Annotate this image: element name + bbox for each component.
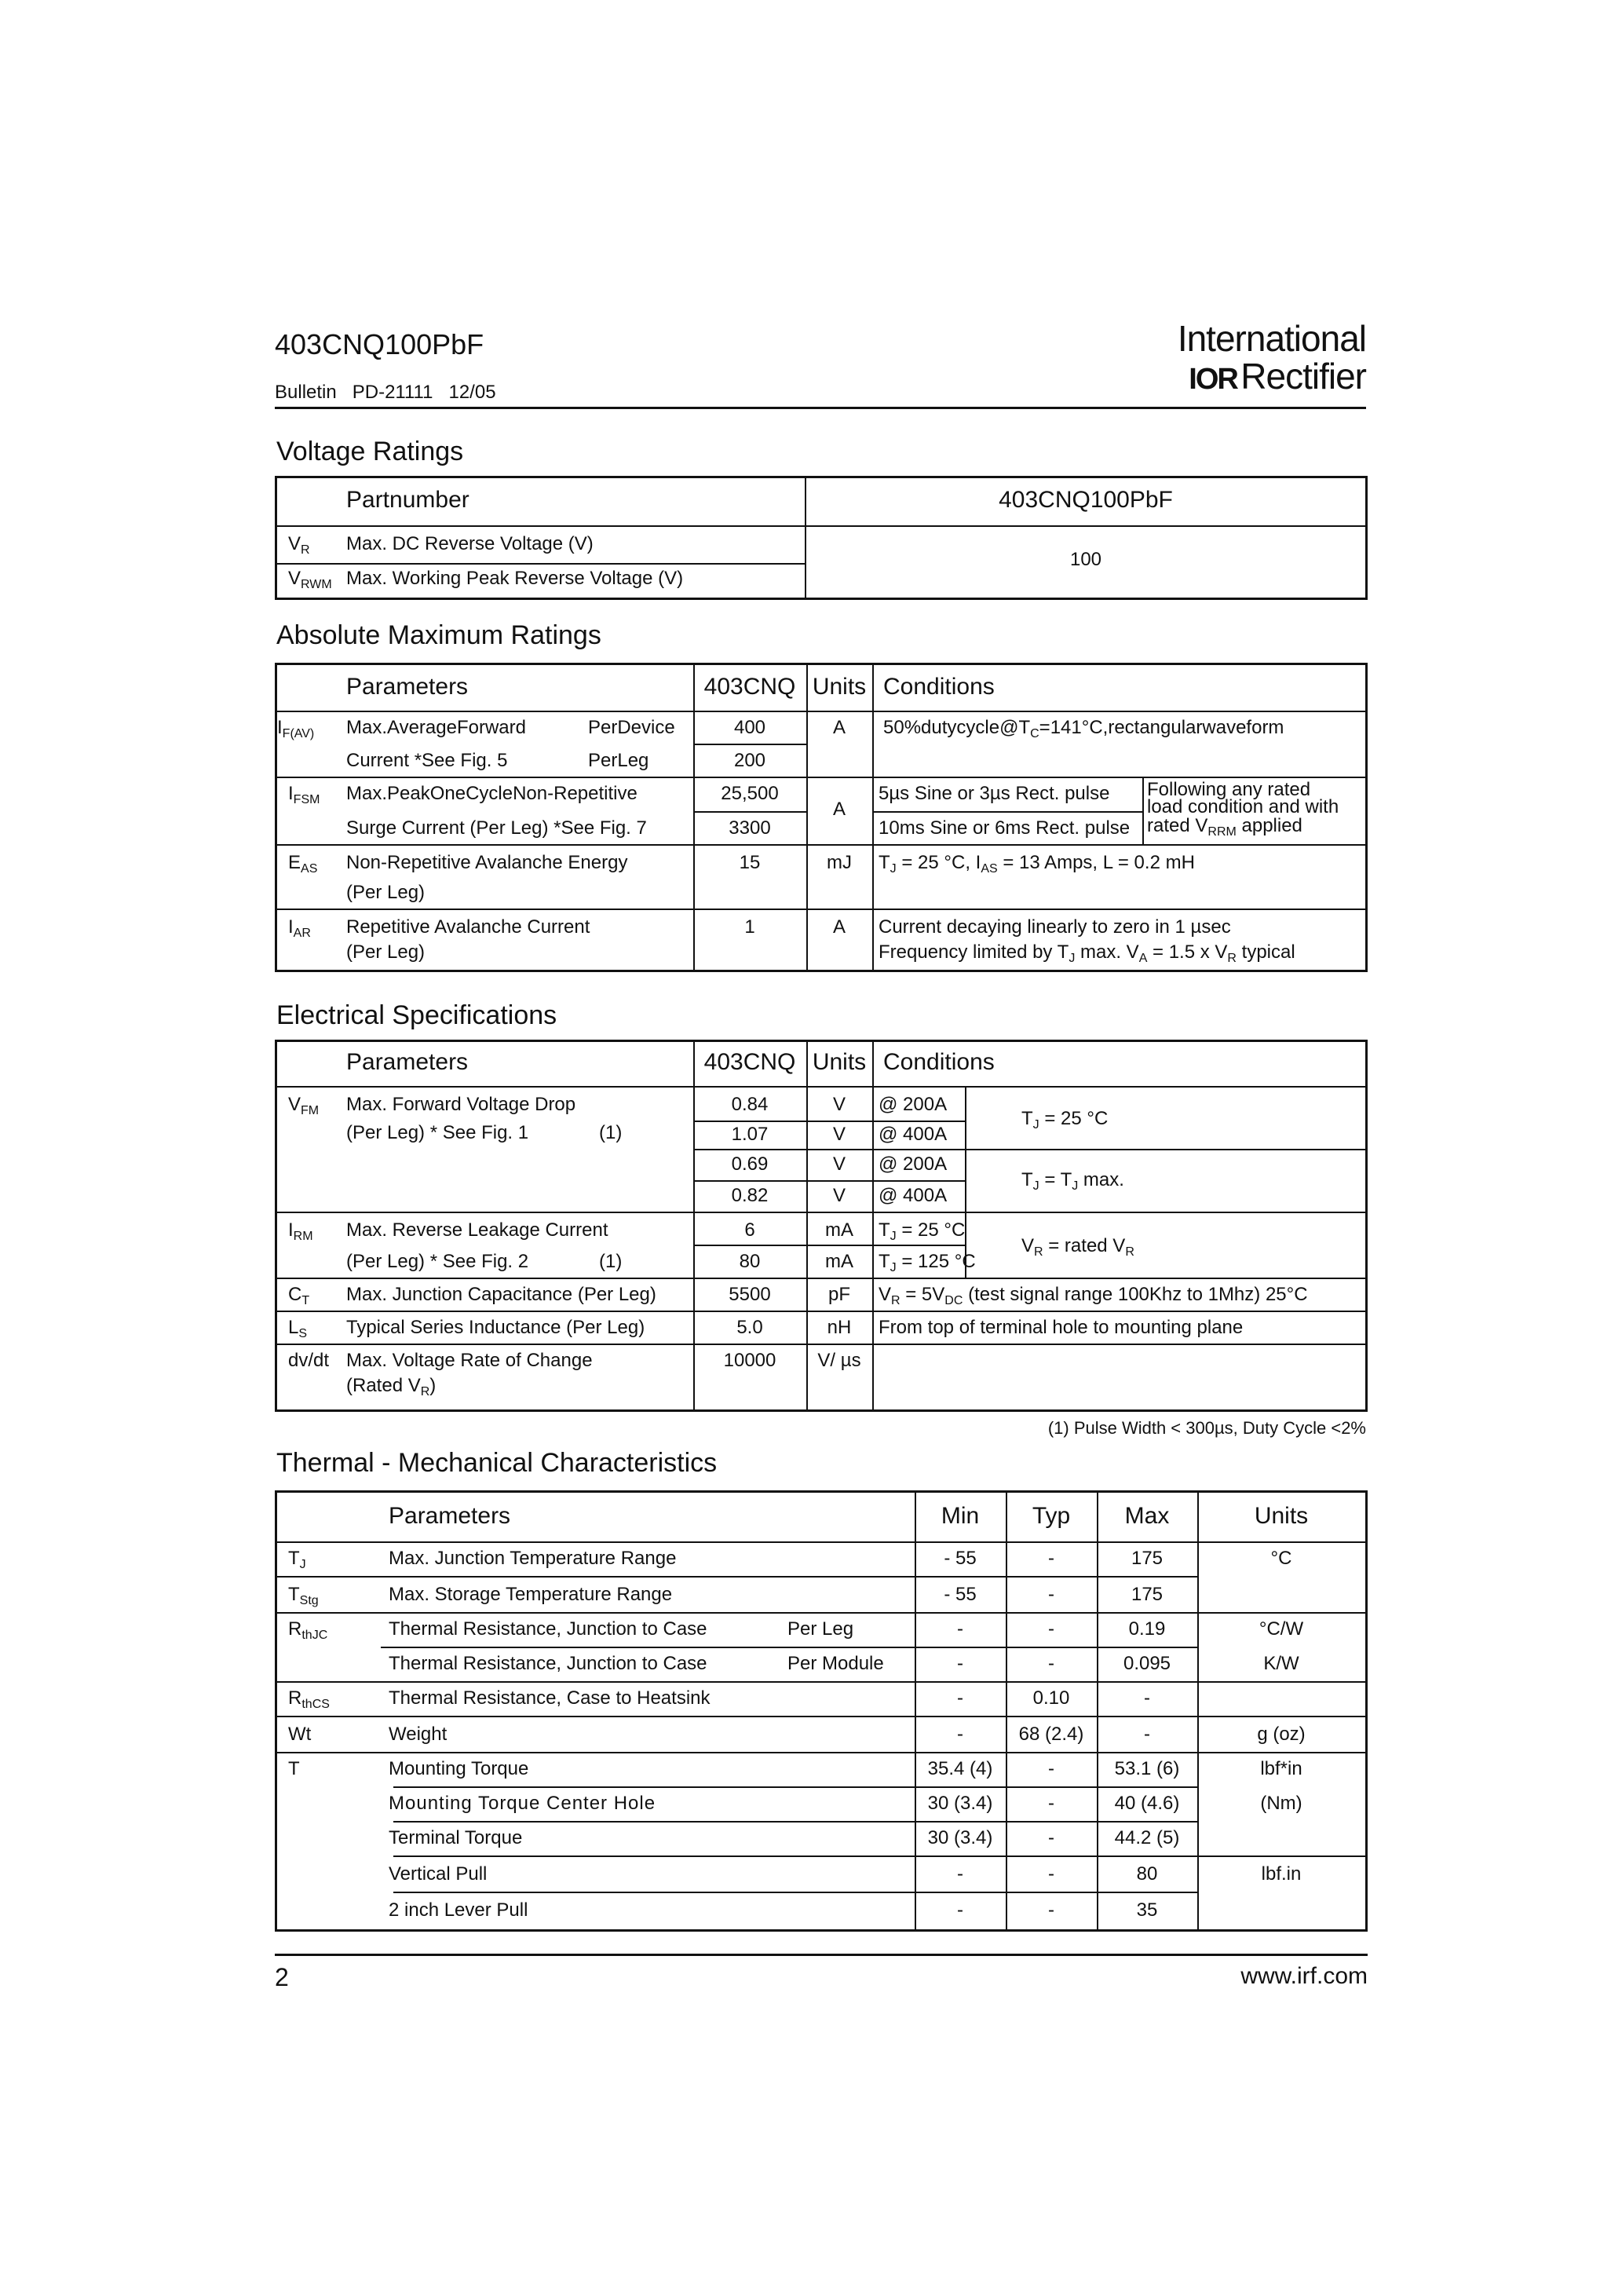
elec-table — [275, 1040, 1368, 1412]
dvdt-unit: V/ µs — [817, 1350, 861, 1371]
thermal-desc: Max. Junction Temperature Range — [389, 1548, 677, 1569]
thermal-title: Thermal - Mechanical Characteristics — [276, 1448, 718, 1478]
irm-note: (1) — [599, 1251, 623, 1272]
ifsm-desc-1: Max.PeakOneCycleNon-Repetitive — [346, 783, 637, 804]
elec-part-header: 403CNQ — [703, 1049, 796, 1075]
eas-unit: mJ — [827, 852, 852, 873]
thermal-min: 30 (3.4) — [927, 1793, 993, 1814]
iar-symbol: $I_{AR}$ — [288, 916, 311, 940]
thermal-desc: Vertical Pull — [389, 1863, 488, 1885]
ct-condition: $V_R = 5V_{DC}$ (test signal range 100Khz to 1Mhz) 25°C — [879, 1284, 1308, 1307]
thermal-typ: - — [1048, 1758, 1054, 1779]
irm-desc-2: (Per Leg) * See Fig. 2 — [346, 1251, 529, 1272]
vfm-condition: @ 200A — [879, 1094, 948, 1115]
voltage-value: 100 — [1069, 549, 1102, 570]
ifsm-value-1: 25,500 — [721, 783, 779, 804]
elec-footnote: (1) Pulse Width < 300µs, Duty Cycle <2% — [1047, 1418, 1366, 1438]
irm-unit: mA — [825, 1251, 853, 1272]
thermal-typ: - — [1048, 1548, 1054, 1569]
thermal-typ: 0.10 — [1032, 1687, 1070, 1709]
ifsm-desc-2: Surge Current (Per Leg) *See Fig. 7 — [346, 817, 647, 839]
ifsm-note-1: Following any rated — [1147, 779, 1311, 800]
logo-mark: IOR — [1189, 363, 1237, 396]
absmax-params-header: Parameters — [346, 674, 469, 700]
ct-desc: Max. Junction Capacitance (Per Leg) — [346, 1284, 656, 1305]
thermal-max: - — [1144, 1724, 1150, 1745]
header-rule — [275, 407, 1366, 409]
ifsm-note-2: load condition and with — [1147, 796, 1339, 817]
absmax-units-header: Units — [812, 674, 867, 700]
thermal-symbol: $R_{thJC}$ — [288, 1618, 328, 1642]
logo-bottom-text: Rectifier — [1240, 356, 1366, 397]
absmax-part-header: 403CNQ — [703, 674, 796, 700]
vfm-unit: V — [832, 1094, 846, 1115]
ct-value: 5500 — [729, 1284, 771, 1305]
unit-c-per-w: °C/W — [1259, 1618, 1304, 1640]
thermal-desc: Thermal Resistance, Junction to Case — [389, 1618, 707, 1640]
thermal-max: 53.1 (6) — [1114, 1758, 1180, 1779]
thermal-desc: Mounting Torque — [389, 1758, 529, 1779]
vfm-value: 0.82 — [731, 1185, 769, 1206]
irm-vr-condition: $V_R$ = rated $V_R$ — [1021, 1235, 1134, 1259]
thermal-min: 30 (3.4) — [927, 1827, 993, 1848]
vfm-value: 1.07 — [731, 1124, 769, 1145]
eas-desc-2: (Per Leg) — [346, 882, 426, 903]
irm-desc-1: Max. Reverse Leakage Current — [346, 1219, 608, 1241]
partnumber-value: 403CNQ100PbF — [999, 487, 1173, 513]
thermal-desc: 2 inch Lever Pull — [389, 1899, 528, 1921]
dvdt-desc-1: Max. Voltage Rate of Change — [346, 1350, 593, 1371]
ifav-symbol: $I_{F(AV)}$ — [277, 717, 315, 740]
thermal-symbol: $T_J$ — [288, 1548, 306, 1571]
thermal-typ: - — [1048, 1653, 1054, 1674]
irm-condition: $T_J = 125$ °C — [879, 1251, 976, 1274]
thermal-table — [275, 1490, 1368, 1932]
unit-lbf-in: lbf*in — [1260, 1758, 1302, 1779]
iar-condition-2: Frequency limited by $T_J$ max. $V_A = 1.5$ x $V_R$ typical — [879, 941, 1295, 965]
thermal-max: 0.19 — [1128, 1618, 1166, 1640]
thermal-min: - — [957, 1899, 963, 1921]
thermal-max: 80 — [1136, 1863, 1158, 1885]
ifsm-condition-1: 5µs Sine or 3µs Rect. pulse — [879, 783, 1110, 804]
vfm-condition: @ 400A — [879, 1124, 948, 1145]
iar-value: 1 — [744, 916, 755, 938]
vfm-desc-1: Max. Forward Voltage Drop — [346, 1094, 576, 1115]
thermal-symbol: $T_{Stg}$ — [288, 1584, 319, 1607]
ls-symbol: $L_S$ — [288, 1317, 308, 1340]
thermal-min: - — [957, 1618, 963, 1640]
ifav-label-leg: PerLeg — [588, 750, 649, 771]
ifsm-symbol: $I_{FSM}$ — [288, 783, 320, 806]
page-number: 2 — [275, 1963, 289, 1991]
thermal-min: - — [957, 1687, 963, 1709]
vrwm-desc: Max. Working Peak Reverse Voltage (V) — [346, 568, 684, 589]
vfm-temp-2: $T_J = T_J$ max. — [1021, 1169, 1124, 1193]
eas-symbol: $E_{AS}$ — [288, 852, 318, 876]
thermal-typ: - — [1048, 1863, 1054, 1885]
logo-top-text: International — [1177, 318, 1366, 359]
company-logo — [1174, 317, 1366, 397]
bulletin-number: PD-21111 — [352, 382, 433, 403]
iar-condition-1: Current decaying linearly to zero in 1 µsec — [879, 916, 1231, 938]
bulletin-date: 12/05 — [448, 382, 496, 403]
thermal-min: 35.4 (4) — [927, 1758, 993, 1779]
thermal-symbol: $R_{thCS}$ — [288, 1687, 330, 1711]
vfm-value: 0.69 — [731, 1153, 769, 1175]
thermal-min: - 55 — [944, 1584, 977, 1605]
thermal-max: - — [1144, 1687, 1150, 1709]
thermal-extra: Per Module — [787, 1653, 884, 1674]
absmax-conditions-header: Conditions — [883, 674, 995, 700]
dvdt-value: 10000 — [723, 1350, 776, 1371]
ifsm-note-3: rated $V_{RRM}$ applied — [1147, 815, 1302, 839]
ls-condition: From top of terminal hole to mounting plane — [879, 1317, 1244, 1338]
iar-unit: A — [832, 916, 846, 938]
eas-condition: $T_J = 25$ °C, $I_{AS} = 13$ Amps, L = 0.2 mH — [879, 852, 1195, 876]
ls-value: 5.0 — [736, 1317, 763, 1338]
thermal-max: 175 — [1131, 1584, 1164, 1605]
vrwm-symbol: $V_{RWM}$ — [288, 568, 332, 591]
irm-condition: $T_J = 25$ °C — [879, 1219, 966, 1243]
thermal-typ: 68 (2.4) — [1018, 1724, 1084, 1745]
thermal-max: 35 — [1136, 1899, 1158, 1921]
bulletin — [275, 382, 496, 404]
irm-value: 6 — [744, 1219, 755, 1241]
thermal-typ: - — [1048, 1827, 1054, 1848]
dvdt-symbol: dv/dt — [288, 1350, 330, 1371]
elec-title: Electrical Specifications — [276, 1000, 557, 1030]
ifav-desc-2: Current *See Fig. 5 — [346, 750, 508, 771]
thermal-desc: Thermal Resistance, Case to Heatsink — [389, 1687, 711, 1709]
thermal-min: - — [957, 1724, 963, 1745]
unit-weight: g (oz) — [1257, 1724, 1306, 1745]
ifav-unit: A — [832, 717, 846, 738]
vfm-symbol: $V_{FM}$ — [288, 1094, 320, 1117]
irm-symbol: $I_{RM}$ — [288, 1219, 313, 1243]
thermal-units-header: Units — [1254, 1503, 1309, 1529]
vfm-unit: V — [832, 1124, 846, 1145]
thermal-extra: Per Leg — [787, 1618, 854, 1640]
thermal-typ-header: Typ — [1032, 1503, 1071, 1529]
ls-desc: Typical Series Inductance (Per Leg) — [346, 1317, 645, 1338]
thermal-symbol: T — [288, 1758, 300, 1779]
thermal-symbol: Wt — [288, 1724, 312, 1745]
ct-unit: pF — [827, 1284, 850, 1305]
thermal-typ: - — [1048, 1793, 1054, 1814]
elec-params-header: Parameters — [346, 1049, 469, 1075]
thermal-desc: Weight — [389, 1724, 448, 1745]
eas-desc-1: Non-Repetitive Avalanche Energy — [346, 852, 628, 873]
thermal-min: - 55 — [944, 1548, 977, 1569]
unit-celsius: °C — [1270, 1548, 1292, 1569]
iar-desc-1: Repetitive Avalanche Current — [346, 916, 590, 938]
thermal-typ: - — [1048, 1899, 1054, 1921]
ls-unit: nH — [827, 1317, 852, 1338]
unit-k-per-w: K/W — [1263, 1653, 1299, 1674]
thermal-max: 175 — [1131, 1548, 1164, 1569]
thermal-typ: - — [1048, 1618, 1054, 1640]
vfm-unit: V — [832, 1185, 846, 1206]
thermal-min: - — [957, 1653, 963, 1674]
bulletin-label: Bulletin — [275, 382, 337, 403]
thermal-desc: Mounting Torque Center Hole — [389, 1793, 656, 1814]
thermal-desc: Max. Storage Temperature Range — [389, 1584, 673, 1605]
thermal-desc: Terminal Torque — [389, 1827, 523, 1848]
iar-desc-2: (Per Leg) — [346, 941, 426, 963]
thermal-max: 0.095 — [1123, 1653, 1171, 1674]
vfm-temp-1: $T_J = 25$ °C — [1021, 1108, 1109, 1132]
vfm-note: (1) — [599, 1122, 623, 1143]
thermal-max: 44.2 (5) — [1114, 1827, 1180, 1848]
ifav-value-device: 400 — [733, 717, 766, 738]
vfm-desc-2: (Per Leg) * See Fig. 1 — [346, 1122, 529, 1143]
ifav-label-device: PerDevice — [588, 717, 675, 738]
doc-title: 403CNQ100PbF — [275, 328, 484, 360]
absmax-table — [275, 663, 1368, 972]
eas-value: 15 — [739, 852, 761, 873]
ifav-desc-1: Max.AverageForward — [346, 717, 526, 738]
footer-rule — [275, 1954, 1368, 1956]
vfm-value: 0.84 — [731, 1094, 769, 1115]
ifsm-condition-2: 10ms Sine or 6ms Rect. pulse — [879, 817, 1131, 839]
ifav-value-leg: 200 — [733, 750, 766, 771]
ifsm-unit: A — [832, 799, 846, 820]
vr-symbol: $V_R$ — [288, 533, 310, 557]
thermal-desc: Thermal Resistance, Junction to Case — [389, 1653, 707, 1674]
thermal-min-header: Min — [941, 1503, 980, 1529]
unit-nm: (Nm) — [1260, 1793, 1302, 1814]
vr-desc: Max. DC Reverse Voltage (V) — [346, 533, 594, 554]
dvdt-desc-2: (Rated $V_R$) — [346, 1375, 437, 1398]
thermal-min: - — [957, 1863, 963, 1885]
irm-value: 80 — [739, 1251, 761, 1272]
partnumber-label: Partnumber — [346, 487, 469, 513]
ct-symbol: $C_T$ — [288, 1284, 310, 1307]
thermal-max: 40 (4.6) — [1114, 1793, 1180, 1814]
elec-conditions-header: Conditions — [883, 1049, 995, 1075]
absmax-title: Absolute Maximum Ratings — [276, 620, 601, 650]
unit-lbf-dot-in: lbf.in — [1261, 1863, 1302, 1885]
voltage-ratings-title: Voltage Ratings — [276, 437, 464, 466]
voltage-ratings-table — [275, 476, 1368, 600]
thermal-typ: - — [1048, 1584, 1054, 1605]
elec-units-header: Units — [812, 1049, 867, 1075]
thermal-max-header: Max — [1124, 1503, 1170, 1529]
vfm-unit: V — [832, 1153, 846, 1175]
irm-unit: mA — [825, 1219, 853, 1241]
ifav-condition: $50\%dutycycle@T_C=141^\circ C,rectangularwaveform$ — [883, 717, 1284, 740]
thermal-params-header: Parameters — [389, 1503, 511, 1529]
footer-url[interactable]: www.irf.com — [1240, 1963, 1368, 1989]
vfm-condition: @ 200A — [879, 1153, 948, 1175]
vfm-condition: @ 400A — [879, 1185, 948, 1206]
ifsm-value-2: 3300 — [729, 817, 771, 839]
